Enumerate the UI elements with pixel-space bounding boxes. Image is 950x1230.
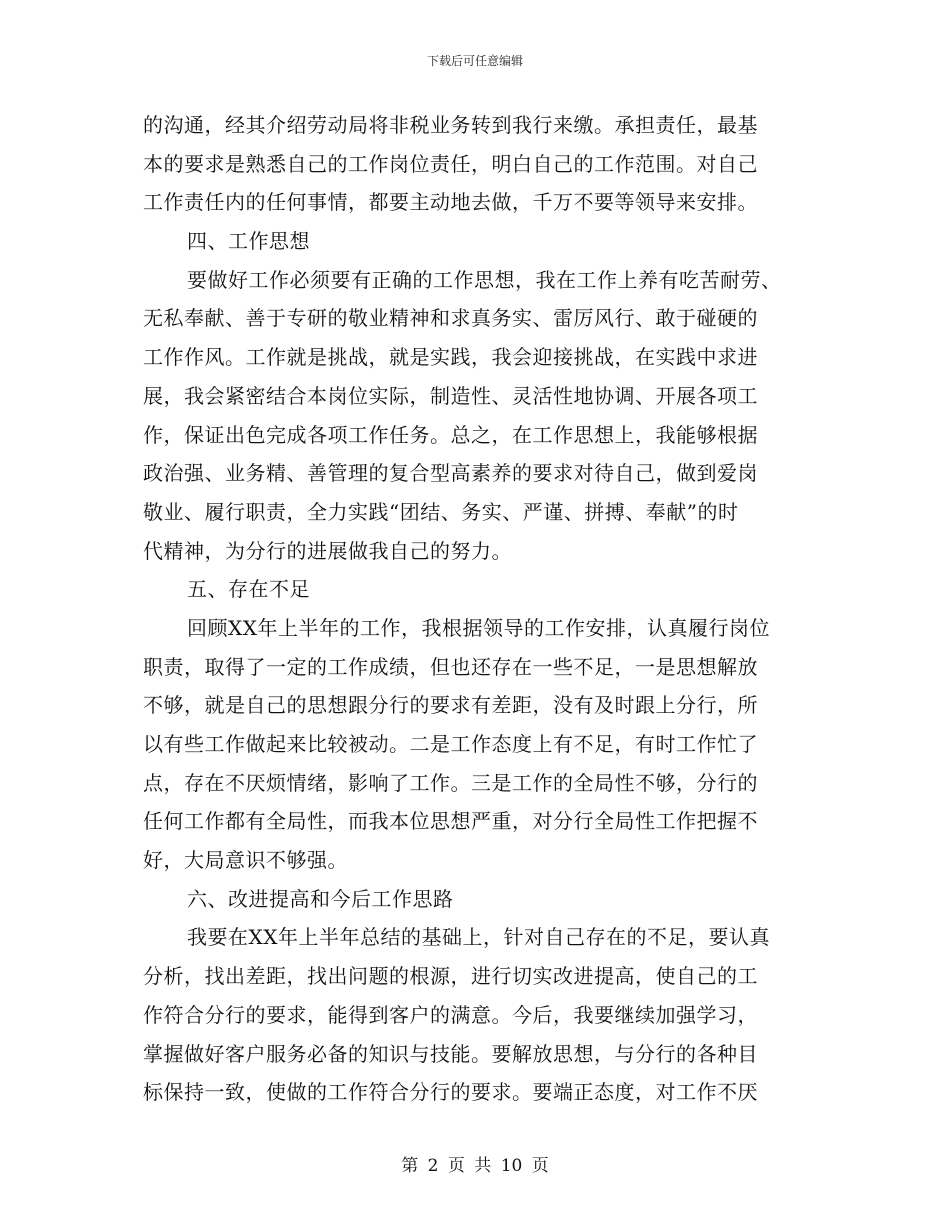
text-line: 我要在XX年上半年总结的基础上，针对自己存在的不足，要认真 bbox=[187, 925, 770, 950]
text-line: 四、工作思想 bbox=[187, 229, 310, 254]
text-line: 五、存在不足 bbox=[187, 577, 310, 602]
text-line: 点，存在不厌烦情绪，影响了工作。三是工作的全局性不够，分行的 bbox=[143, 770, 758, 795]
text-line: 回顾XX年上半年的工作，我根据领导的工作安排，认真履行岗位 bbox=[187, 615, 770, 640]
page-header: 下载后可任意编辑 bbox=[426, 54, 523, 68]
text-line: 本的要求是熟悉自己的工作岗位责任，明白自己的工作范围。对自己 bbox=[143, 151, 758, 176]
text-line: 展，我会紧密结合本岗位实际，制造性、灵活性地协调、开展各项工 bbox=[143, 383, 758, 408]
text-line: 任何工作都有全局性，而我本位思想严重，对分行全局性工作把握不 bbox=[143, 809, 758, 834]
text-line: 工作责任内的任何事情，都要主动地去做，千万不要等领导来安排。 bbox=[143, 190, 758, 215]
text-line: 的沟通，经其介绍劳动局将非税业务转到我行来缴。承担责任，最基 bbox=[143, 113, 758, 137]
text-line: 作，保证出色完成各项工作任务。总之，在工作思想上，我能够根据 bbox=[143, 422, 758, 447]
text-line: 职责，取得了一定的工作成绩，但也还存在一些不足，一是思想解放 bbox=[143, 654, 758, 679]
text-line: 不够，就是自己的思想跟分行的要求有差距，没有及时跟上分行，所 bbox=[143, 693, 758, 718]
text-line: 政治强、业务精、善管理的复合型高素养的要求对待自己，做到爱岗 bbox=[143, 461, 758, 486]
text-line: 作符合分行的要求，能得到客户的满意。今后，我要继续加强学习， bbox=[143, 1002, 758, 1027]
page-footer: 第 2 页 共 10 页 bbox=[401, 1156, 549, 1176]
text-line: 敬业、履行职责，全力实践“团结、务实、严谨、拼搏、奉献”的时 bbox=[143, 499, 739, 524]
text-line: 要做好工作必须要有正确的工作思想，我在工作上养有吃苦耐劳、 bbox=[187, 267, 782, 292]
text-line: 代精神，为分行的进展做我自己的努力。 bbox=[143, 538, 512, 563]
text-line: 六、改进提高和今后工作思路 bbox=[187, 886, 454, 911]
text-line: 标保持一致，使做的工作符合分行的要求。要端正态度，对工作不厌 bbox=[143, 1080, 758, 1105]
text-line: 无私奉献、善于专研的敬业精神和求真务实、雷厉风行、敢于碰硬的 bbox=[143, 306, 758, 331]
text-line: 掌握做好客户服务必备的知识与技能。要解放思想，与分行的各种目 bbox=[143, 1041, 758, 1066]
text-line: 分析，找出差距，找出问题的根源，进行切实改进提高，使自己的工 bbox=[143, 964, 758, 989]
text-line: 以有些工作做起来比较被动。二是工作态度上有不足，有时工作忙了 bbox=[143, 732, 758, 756]
text-line: 好，大局意识不够强。 bbox=[143, 848, 348, 873]
text-line: 工作作风。工作就是挑战，就是实践，我会迎接挑战，在实践中求进 bbox=[143, 345, 758, 370]
document-body bbox=[143, 106, 813, 1112]
